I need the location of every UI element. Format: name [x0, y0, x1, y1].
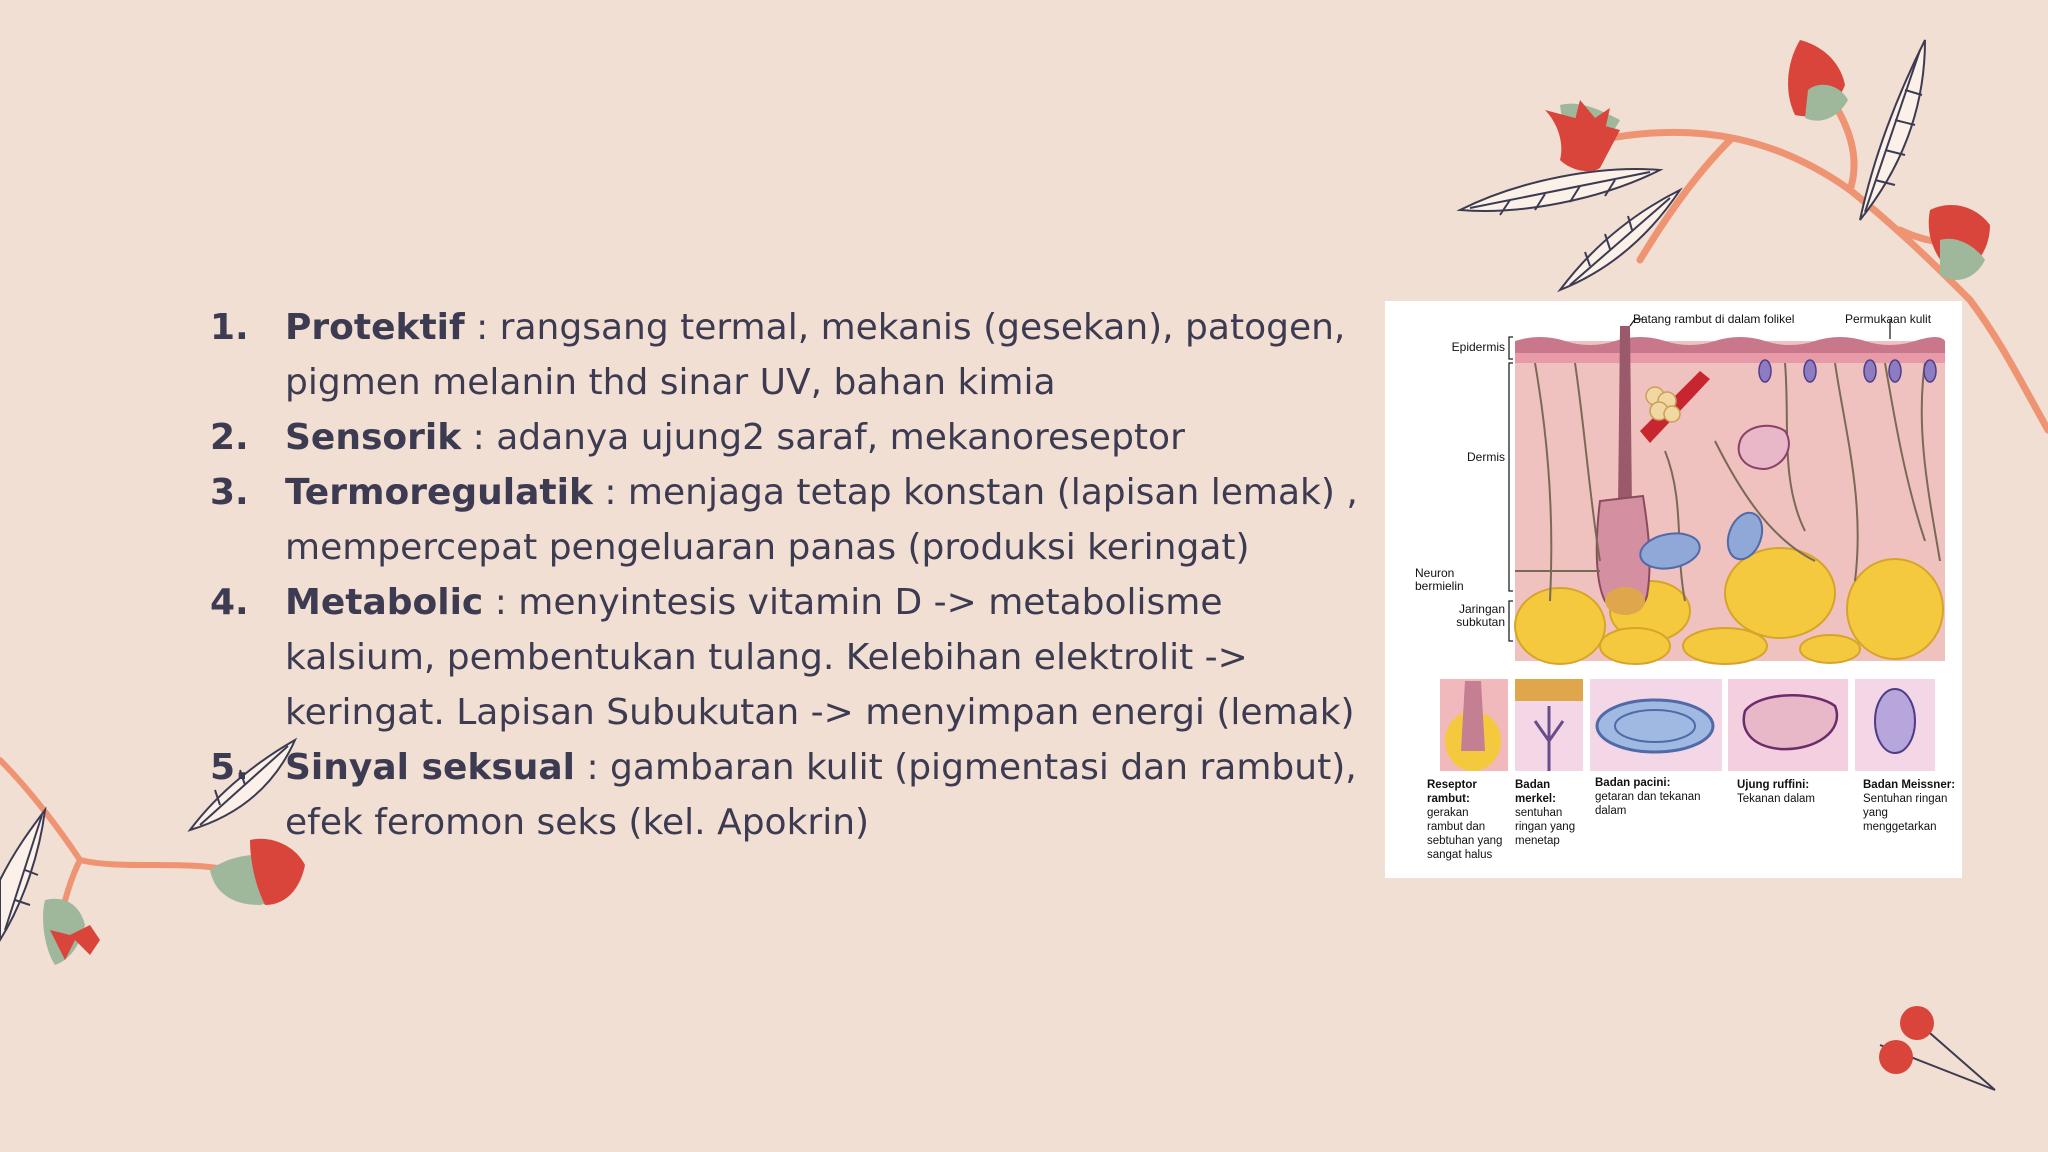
item-number: 5. — [210, 747, 249, 788]
item-term: Sensorik — [285, 417, 462, 458]
caption-ruffini — [1737, 778, 1847, 806]
caption-meissner — [1863, 778, 1958, 834]
skin-functions-list — [210, 300, 1360, 850]
item-number: 4. — [210, 582, 249, 623]
caption-name: Badan merkel: — [1515, 779, 1556, 805]
item-description: : menyintesis vitamin D -> metabolisme kalsium, pembentukan tulang. Kelebihan elektrolit -> keringat. Lapisan Subukutan -> menyimpan energi (lemak) — [285, 582, 1355, 733]
label-neuron: Neuron bermielin — [1415, 566, 1464, 593]
label-subcutis: Jaringan subkutan — [1456, 602, 1505, 629]
skin-anatomy-figure — [1385, 301, 1962, 878]
item-term: Sinyal seksual — [285, 747, 576, 788]
item-description: : menjaga tetap konstan (lapisan lemak) , mempercepat pengeluaran panas (produksi keringat) — [285, 472, 1358, 568]
list-item — [210, 300, 1360, 410]
caption-desc: sentuhan ringan yang menetap — [1515, 807, 1576, 847]
item-description: : rangsang termal, mekanis (gesekan), patogen, pigmen melanin thd sinar UV, bahan kimia — [285, 307, 1346, 403]
list-item — [210, 740, 1360, 850]
item-number: 1. — [210, 307, 249, 348]
list-item — [210, 410, 1360, 465]
item-number: 2. — [210, 417, 249, 458]
item-term: Termoregulatik — [285, 472, 593, 513]
label-epidermis: Epidermis — [1451, 340, 1505, 354]
label-hair-shaft: Batang rambut di dalam folikel — [1633, 312, 1795, 326]
caption-hair-receptor — [1427, 778, 1505, 862]
caption-desc: getaran dan tekanan dalam — [1595, 791, 1701, 817]
item-term: Metabolic — [285, 582, 484, 623]
item-description: : gambaran kulit (pigmentasi dan rambut), efek feromon seks (kel. Apokrin) — [285, 747, 1357, 843]
caption-desc: gerakan rambut dan sebtuhan yang sangat halus — [1427, 807, 1503, 861]
list-item — [210, 575, 1360, 740]
list-item — [210, 465, 1360, 575]
caption-name: Badan pacini: — [1595, 777, 1671, 789]
caption-desc: Tekanan dalam — [1737, 793, 1815, 805]
caption-merkel — [1515, 778, 1585, 848]
item-description: : adanya ujung2 saraf, mekanoreseptor — [461, 417, 1185, 458]
item-number: 3. — [210, 472, 249, 513]
caption-desc: Sentuhan ringan yang menggetarkan — [1863, 793, 1948, 833]
label-skin-surface: Permukaan kulit — [1845, 312, 1932, 326]
caption-name: Reseptor rambut: — [1427, 779, 1477, 805]
label-dermis: Dermis — [1467, 450, 1505, 464]
caption-pacini — [1595, 776, 1725, 818]
item-term: Protektif — [285, 307, 465, 348]
caption-name: Ujung ruffini: — [1737, 779, 1810, 791]
caption-name: Badan Meissner: — [1863, 779, 1956, 791]
